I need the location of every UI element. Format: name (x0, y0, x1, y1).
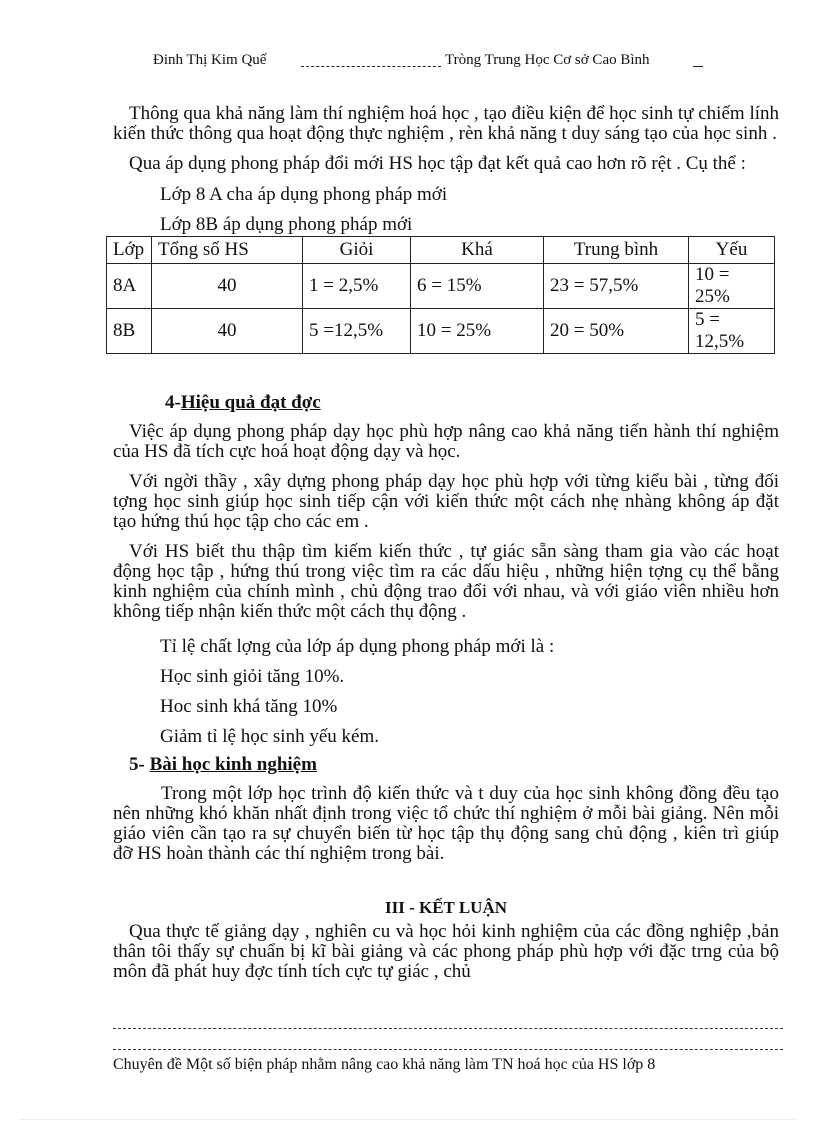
header-divider (301, 66, 441, 67)
conclusion-title: III - KẾT LUẬN (384, 898, 508, 917)
intro-paragraph-1: Thông qua khả năng làm thí nghiệm hoá học , tạo điều kiện để học sinh tự chiếm lính kiến thức thông qua hoạt động thực nghiệm , rèn khả năng t duy sáng tạo của học sinh . (113, 103, 779, 144)
section-4-heading (165, 392, 779, 414)
table-cell: 1 = 2,5% (303, 264, 411, 309)
table-cell: 23 = 57,5% (544, 264, 689, 309)
table-cell: 40 (152, 264, 303, 309)
results-table (106, 236, 775, 354)
page-footer (113, 1028, 783, 1074)
table-header-cell: Yếu (689, 237, 775, 264)
header-author: Đinh Thị Kim Quế (153, 52, 267, 68)
page-bottom-border (20, 1119, 796, 1120)
conclusion-paragraph-1: Qua thực tế giảng dạy , nghiên cu và học hỏi kinh nghiệm của các đồng nghiệp ,bản thân tôi thấy sự chuẩn bị kĩ bài giảng và các phong pháp phù hợp với đặc trng của bộ môn đã phát huy đợc tính tích cực tự giác , chủ (113, 921, 779, 982)
table-row (107, 264, 775, 309)
table-header-cell: Trung bình (544, 237, 689, 264)
table-cell: 5 = 12,5% (689, 309, 775, 354)
table-header-cell: Khá (411, 237, 544, 264)
document-body (113, 104, 779, 992)
section-4-line-4: Giảm tỉ lệ học sinh yếu kém. (160, 726, 379, 747)
intro-line-8a: Lớp 8 A cha áp dụng phong pháp mới (160, 184, 448, 205)
table-header-cell: Giỏi (303, 237, 411, 264)
table-cell: 10 = 25% (411, 309, 544, 354)
intro-line-8b: Lớp 8B áp dụng phong pháp mới (160, 214, 413, 235)
table-cell: 5 =12,5% (303, 309, 411, 354)
section-4-line-1: Tỉ lệ chất lợng của lớp áp dụng phong pháp mới là : (160, 636, 555, 657)
section-4-paragraph-1: Việc áp dụng phong pháp dạy học phù hợp nâng cao khả năng tiến hành thí nghiệm của HS đã tích cực hoá hoạt động dạy và học. (113, 421, 779, 462)
footer-divider (113, 1028, 783, 1029)
section-4-number: 4- (165, 392, 181, 413)
section-4-title: Hiệu quả đạt đợc (180, 392, 321, 413)
table-cell: 8A (107, 264, 152, 309)
table-header-cell: Lớp (107, 237, 152, 264)
table-cell: 8B (107, 309, 152, 354)
section-4-line-2: Học sinh giỏi tăng 10%. (160, 666, 345, 687)
section-4-paragraph-3: Với HS biết thu thập tìm kiếm kiến thức , tự giác sẵn sàng tham gia vào các hoạt động học tập , hứng thú trong việc tìm ra các dấu hiệu , những hiện tợng cụ thể bằng kinh nghiệm của chính mình , chủ động trao đổi với nhau, và với giáo viên nhiều hơn không tiếp nhận kiến thức một cách thụ động . (113, 541, 779, 622)
section-5-paragraph-1: Trong một lớp học trình độ kiến thức và t duy của học sinh không đồng đều tạo nên những khó khăn nhất định trong việc tổ chức thí nghiệm ở mỗi bài giảng. Nên mỗi giáo viên cần tạo ra sự chuyển biến từ học tập thụ động sang chủ động , kiên trì giúp đỡ HS hoàn thành các thí nghiệm trong bài. (113, 783, 779, 864)
section-5-number: 5- (129, 754, 145, 775)
table-cell: 20 = 50% (544, 309, 689, 354)
section-4-line-3: Hoc sinh khá tăng 10% (160, 696, 338, 717)
header-school: Tròng Trung Học Cơ sở Cao Bình (445, 52, 650, 68)
footer-text: Chuyên đề Một số biện pháp nhằm nâng cao khả năng làm TN hoá học của HS lớp 8 (113, 1056, 656, 1073)
table-header-cell: Tổng số HS (152, 237, 303, 264)
table-cell: 6 = 15% (411, 264, 544, 309)
footer-divider (113, 1049, 783, 1050)
table-cell: 10 = 25% (689, 264, 775, 309)
table-row (107, 309, 775, 354)
section-5-heading (129, 754, 779, 776)
intro-paragraph-2: Qua áp dụng phong pháp đổi mới HS học tập đạt kết quả cao hơn rõ rệt . Cụ thể : (129, 153, 746, 174)
section-4-paragraph-2: Với ngời thầy , xây dựng phong pháp dạy học phù hợp với từng kiểu bài , từng đối tợng học sinh giúp học sinh tiếp cận với kiến thức một cách nhẹ nhàng không áp đặt tạo hứng thú học tập cho các em . (113, 471, 779, 532)
table-cell: 40 (152, 309, 303, 354)
header-divider-end (693, 66, 703, 67)
section-5-title: Bài học kinh nghiệm (149, 754, 317, 775)
table-header-row (107, 237, 775, 264)
